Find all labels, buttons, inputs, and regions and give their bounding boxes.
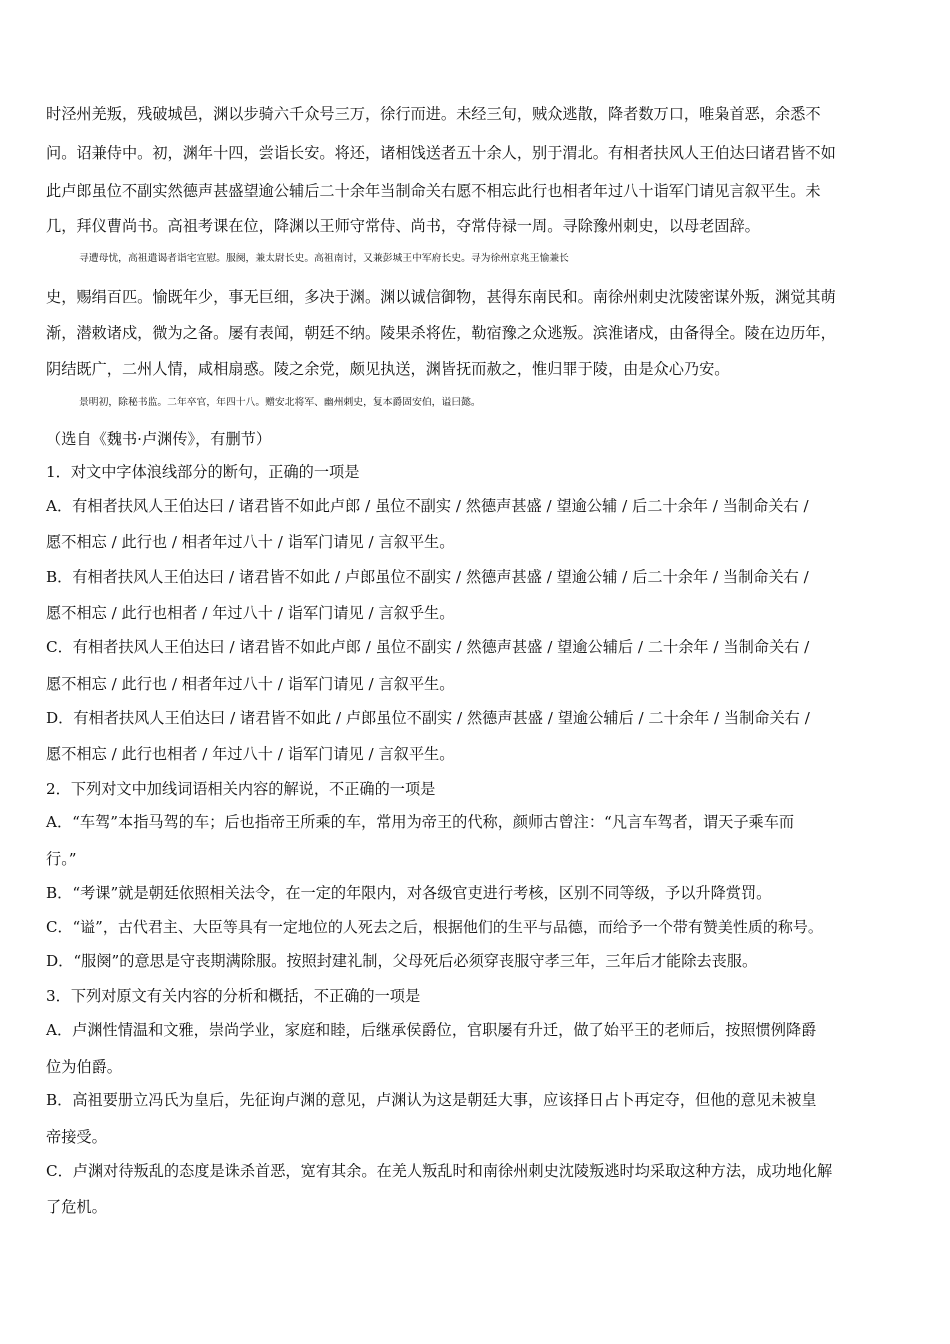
passage-line: 渐，潜敕诸戍，微为之备。屡有表闻，朝廷不纳。陵果杀将佐，勒宿豫之众逃叛。滨淮诸戍，由备得全。陵在边历年，: [46, 324, 836, 342]
question-2-option-c: C．“谥”，古代君主、大臣等具有一定地位的人死去之后，根据他们的生平与品德，而给予一个带有赞美性质的称号。: [46, 918, 823, 936]
question-3-option-a-cont: 位为伯爵。: [46, 1058, 122, 1076]
passage-source: （选自《魏书·卢渊传》，有删节）: [46, 430, 272, 448]
passage-line: 几，拜仪曹尚书。高祖考课在位，降渊以王师守常侍、尚书，夺常侍禄一周。寻除豫州刺史，以母老固辞。: [46, 217, 760, 235]
question-3-option-b: B．高祖要册立冯氏为皇后，先征询卢渊的意见，卢渊认为这是朝廷大事，应该择日占卜再定夺，但他的意见未被皇: [46, 1091, 817, 1109]
question-1-option-d-cont: 愿不相忘 / 此行也相者 / 年过八十 / 诣军门请见 / 言叙平生。: [46, 745, 455, 763]
question-1-option-a-cont: 愿不相忘 / 此行也 / 相者年过八十 / 诣军门请见 / 言叙平生。: [46, 533, 455, 551]
question-1-option-d: D．有相者扶风人王伯达曰 / 诸君皆不如此 / 卢郎虽位不副实 / 然德声甚盛 / 望逾公辅后 / 二十余年 / 当制命关右 /: [46, 709, 810, 727]
passage-line: 此卢郎虽位不副实然德声甚盛望逾公辅后二十余年当制命关右愿不相忘此行也相者年过八十诣军门请见言叙平生。未: [46, 182, 821, 200]
question-3-option-a: A．卢渊性情温和文雅，崇尚学业，家庭和睦，后继承侯爵位，官职屡有升迁，做了始平王的老师后，按照惯例降爵: [46, 1021, 817, 1039]
question-3-option-c-cont: 了危机。: [46, 1198, 107, 1216]
question-3-option-b-cont: 帝接受。: [46, 1128, 107, 1146]
passage-line: 问。诏兼侍中。初，渊年十四，尝诣长安。将还，诸相饯送者五十余人，别于渭北。有相者扶风人王伯达曰诸君皆不如: [46, 144, 836, 162]
question-1-stem: 1．对文中字体浪线部分的断句，正确的一项是: [46, 463, 360, 481]
question-2-option-d: D．“服阕”的意思是守丧期满除服。按照封建礼制，父母死后必须穿丧服守孝三年，三年后才能除去丧服。: [46, 952, 758, 970]
question-2-option-b: B．“考课”就是朝廷依照相关法令，在一定的年限内，对各级官吏进行考核，区别不同等级，予以升降赏罚。: [46, 884, 772, 902]
passage-line: 阴结既广，二州人情，咸相扇惑。陵之余党，颇见执送，渊皆抚而赦之，惟归罪于陵，由是众心乃安。: [46, 360, 730, 378]
question-2-option-a-cont: 行。”: [46, 850, 77, 868]
question-1-option-c-cont: 愿不相忘 / 此行也 / 相者年过八十 / 诣军门请见 / 言叙平生。: [46, 675, 455, 693]
question-2-option-a: A．“车驾”本指马驾的车；后也指帝王所乘的车，常用为帝王的代称，颜师古曾注：“凡言车驾者，谓天子乘车而: [46, 813, 795, 831]
question-3-option-c: C．卢渊对待叛乱的态度是诛杀首恶，宽宥其余。在羌人叛乱时和南徐州刺史沈陵叛逃时均采取这种方法，成功地化解: [46, 1162, 833, 1180]
question-1-option-b: B．有相者扶风人王伯达曰 / 诸君皆不如此 / 卢郎虽位不副实 / 然德声甚盛 / 望逾公辅 / 后二十余年 / 当制命关右 /: [46, 568, 809, 586]
passage-line: 时泾州羌叛，残破城邑，渊以步骑六千众号三万，徐行而进。未经三旬，贼众逃散，降者数万口，唯枭首恶，余悉不: [46, 105, 821, 123]
question-2-stem: 2．下列对文中加线词语相关内容的解说，不正确的一项是: [46, 780, 436, 798]
question-1-option-c: C．有相者扶风人王伯达曰 / 诸君皆不如此卢郎 / 虽位不副实 / 然德声甚盛 / 望逾公辅后 / 二十余年 / 当制命关右 /: [46, 638, 810, 656]
passage-line: 寻遭母忧，高祖遣谒者诣宅宣慰。服阕，兼太尉长史。高祖南讨，又兼彭城王中军府长史。寻为徐州京兆王愉兼长: [79, 253, 569, 264]
passage-line: 史，赐绢百匹。愉既年少，事无巨细，多决于渊。渊以诚信御物，甚得东南民和。南徐州刺史沈陵密谋外叛，渊觉其萌: [46, 288, 836, 306]
question-1-option-a: A．有相者扶风人王伯达曰 / 诸君皆不如此卢郎 / 虽位不副实 / 然德声甚盛 / 望逾公辅 / 后二十余年 / 当制命关右 /: [46, 497, 809, 515]
question-3-stem: 3．下列对原文有关内容的分析和概括，不正确的一项是: [46, 987, 421, 1005]
passage-line: 景明初，除秘书监。二年卒官，年四十八。赠安北将军、幽州刺史，复本爵固安伯，谥曰懿。: [79, 397, 481, 408]
question-1-option-b-cont: 愿不相忘 / 此行也相者 / 年过八十 / 诣军门请见 / 言叙乎生。: [46, 604, 455, 622]
